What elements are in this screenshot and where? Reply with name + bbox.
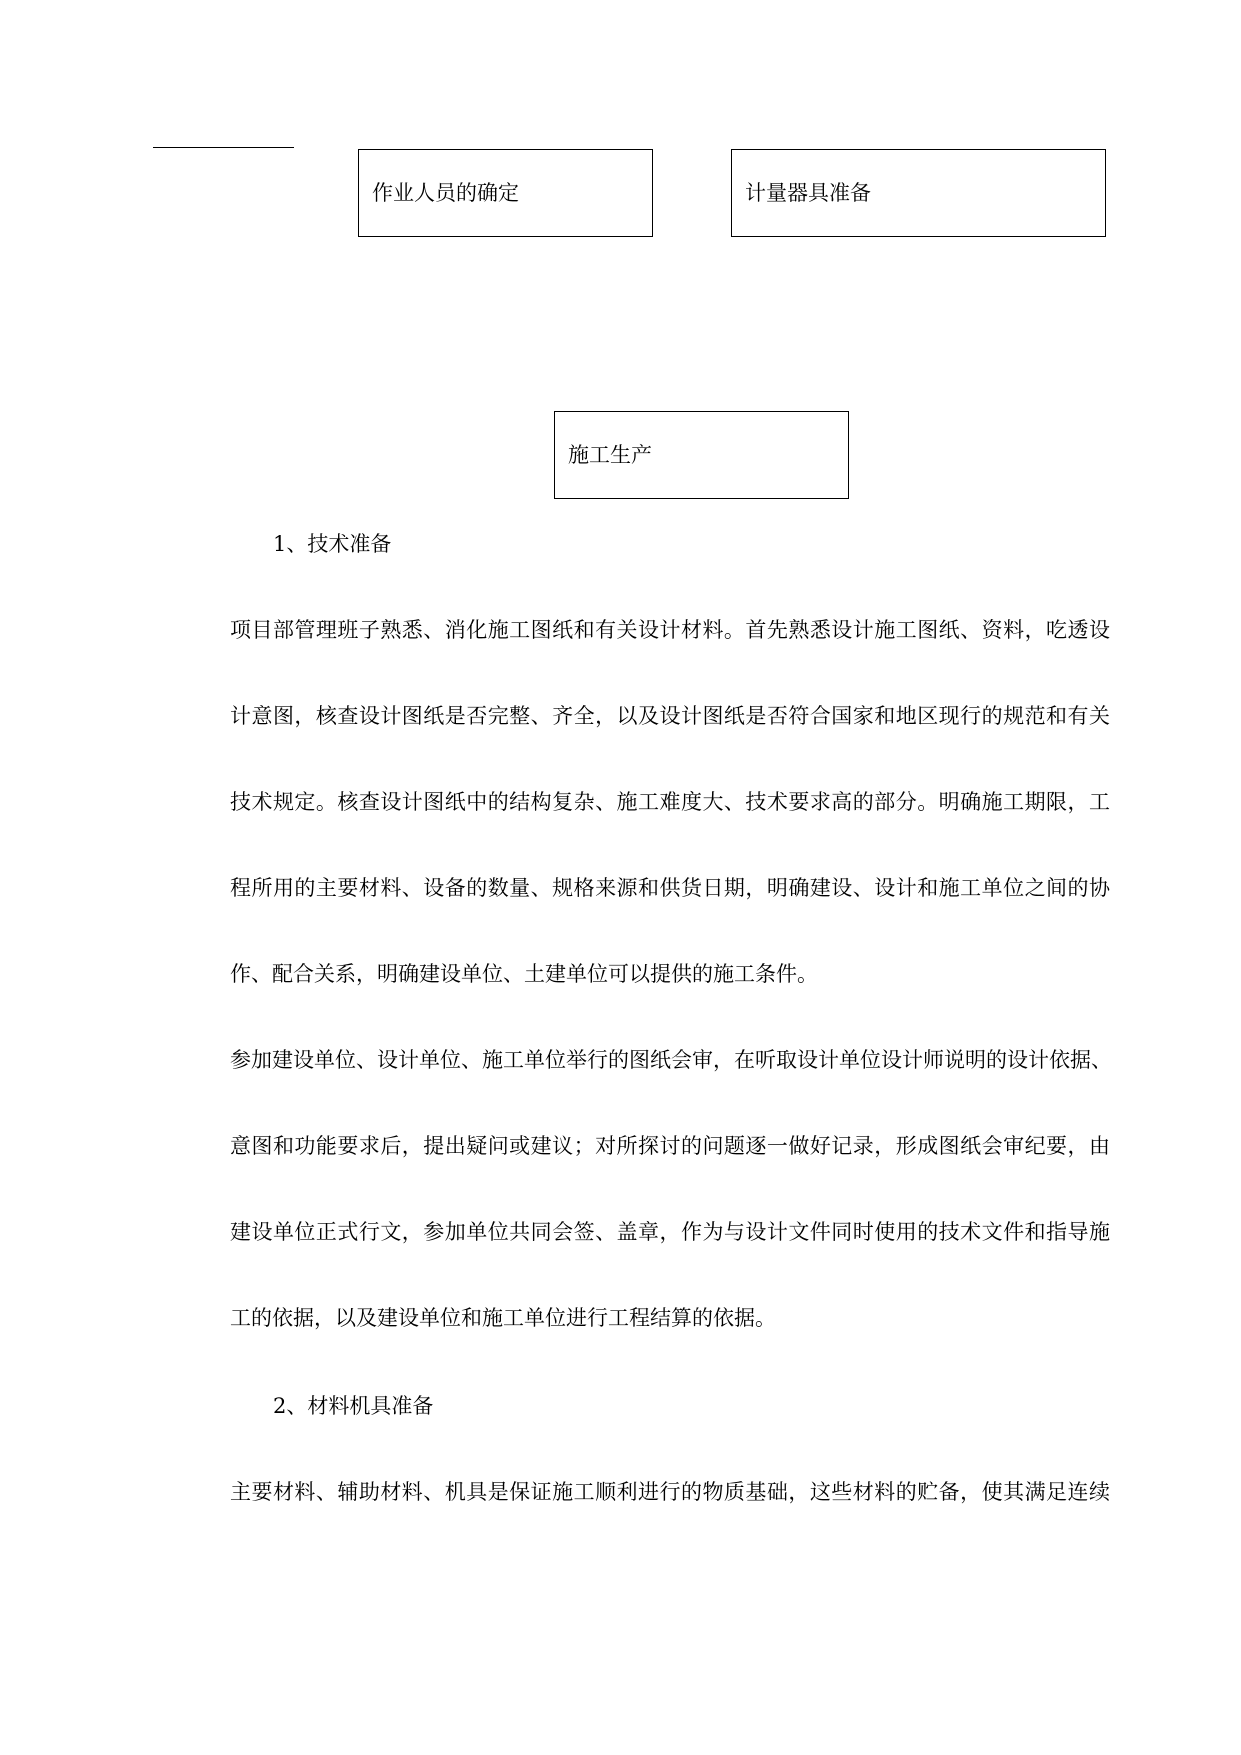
paragraph-line: 项目部管理班子熟悉、消化施工图纸和有关设计材料。首先熟悉设计施工图纸、资料，吃透设 xyxy=(230,618,1110,642)
paragraph-line: 作、配合关系，明确建设单位、土建单位可以提供的施工条件。 xyxy=(230,962,818,986)
section-2-heading: 2、材料机具准备 xyxy=(273,1394,434,1418)
top-rule xyxy=(153,147,294,148)
flowchart-box-personnel-label: 作业人员的确定 xyxy=(372,180,519,205)
paragraph-line: 工的依据，以及建设单位和施工单位进行工程结算的依据。 xyxy=(230,1306,776,1330)
flowchart-box-construction-label: 施工生产 xyxy=(568,442,652,467)
flowchart-box-personnel xyxy=(358,149,653,237)
flowchart-box-measuring xyxy=(731,149,1106,237)
paragraph-line: 参加建设单位、设计单位、施工单位举行的图纸会审，在听取设计单位设计师说明的设计依据、 xyxy=(230,1048,1112,1072)
paragraph-line: 程所用的主要材料、设备的数量、规格来源和供货日期，明确建设、设计和施工单位之间的协 xyxy=(230,876,1110,900)
flowchart-box-construction xyxy=(554,411,849,499)
paragraph-line: 技术规定。核查设计图纸中的结构复杂、施工难度大、技术要求高的部分。明确施工期限，工 xyxy=(230,790,1110,814)
paragraph-line: 计意图，核查设计图纸是否完整、齐全，以及设计图纸是否符合国家和地区现行的规范和有关 xyxy=(230,704,1110,728)
paragraph-line: 建设单位正式行文，参加单位共同会签、盖章，作为与设计文件同时使用的技术文件和指导施 xyxy=(230,1220,1110,1244)
section-1-heading: 1、技术准备 xyxy=(273,532,392,556)
flowchart-box-measuring-label: 计量器具准备 xyxy=(745,180,871,205)
paragraph-line: 主要材料、辅助材料、机具是保证施工顺利进行的物质基础，这些材料的贮备，使其满足连续 xyxy=(230,1480,1110,1504)
paragraph-line: 意图和功能要求后，提出疑问或建议；对所探讨的问题逐一做好记录，形成图纸会审纪要，由 xyxy=(230,1134,1110,1158)
